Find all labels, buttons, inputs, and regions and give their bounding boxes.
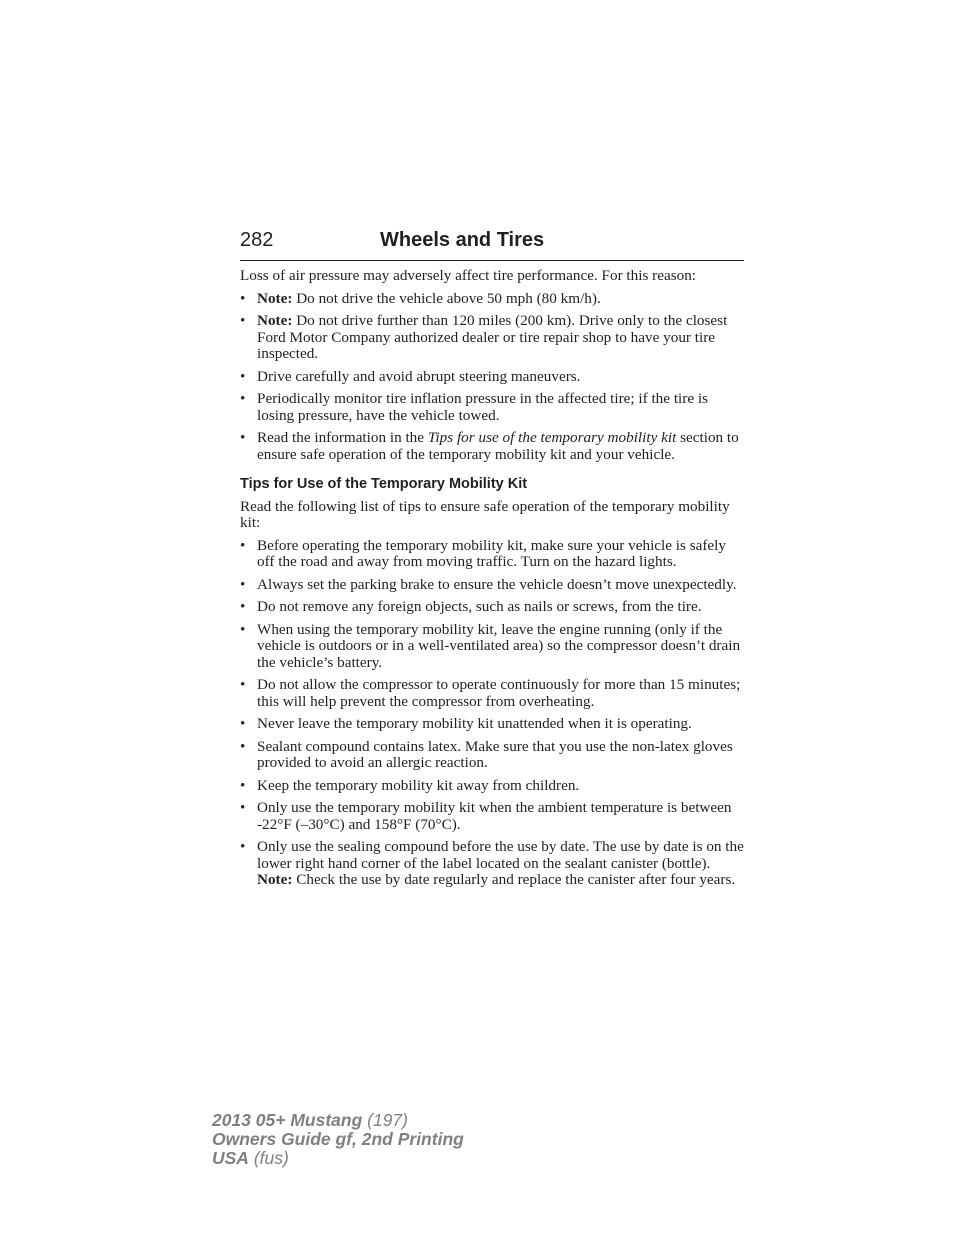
note-label: Note: xyxy=(257,289,293,307)
bullet-icon: • xyxy=(240,312,246,329)
list-item-text: Only use the temporary mobility kit when the ambient temperature is between -22°F (–30°C) and 158°F (70°C). xyxy=(257,799,732,833)
list-item xyxy=(240,391,744,424)
list-item-text: Only use the sealing compound before the use by date. The use by date is on the lower right hand corner of the label located on the sealant canister (bottle). xyxy=(257,838,744,872)
bullet-icon: • xyxy=(240,390,246,407)
list-item xyxy=(240,739,744,772)
bullet-icon: • xyxy=(240,838,246,855)
page-number: 282 xyxy=(240,229,274,251)
list-item xyxy=(240,577,744,594)
footer-code: (197) xyxy=(362,1110,408,1130)
tips-list xyxy=(240,538,744,889)
list-item-text: Do not drive further than 120 miles (200 km). Drive only to the closest Ford Motor Company authorized dealer or tire repair shop to have your tire inspected. xyxy=(257,312,728,362)
list-item-text: Read the information in the xyxy=(257,429,428,446)
bullet-icon: • xyxy=(240,799,246,816)
list-item-text: Drive carefully and avoid abrupt steering maneuvers. xyxy=(257,367,581,385)
footer-model: 2013 05+ Mustang xyxy=(212,1110,363,1130)
note-label: Note: xyxy=(257,871,293,888)
list-item xyxy=(240,800,744,833)
tips-intro-paragraph: Read the following list of tips to ensure safe operation of the temporary mobility kit: xyxy=(240,497,730,531)
footer-guide: Owners Guide gf, 2nd Printing xyxy=(212,1129,464,1149)
list-item-text: Always set the parking brake to ensure the vehicle doesn’t move unexpectedly. xyxy=(257,575,737,593)
page-content xyxy=(240,268,744,895)
air-pressure-list xyxy=(240,291,744,464)
page-header xyxy=(240,228,744,261)
footer-line xyxy=(212,1111,464,1130)
footer-market-code: (fus) xyxy=(248,1148,289,1168)
list-item-text: Keep the temporary mobility kit away from children. xyxy=(257,776,580,794)
list-item xyxy=(240,716,744,733)
intro-paragraph: Loss of air pressure may adversely affect tire performance. For this reason: xyxy=(240,267,697,284)
section-reference: Tips for use of the temporary mobility kit xyxy=(427,429,677,446)
list-item xyxy=(240,430,744,463)
list-item-text: Do not allow the compressor to operate continuously for more than 15 minutes; this will help prevent the compressor from overheating. xyxy=(257,676,741,710)
list-item xyxy=(240,778,744,795)
footer-line xyxy=(212,1149,464,1168)
list-item-text: Periodically monitor tire inflation pressure in the affected tire; if the tire is losing pressure, have the vehicle towed. xyxy=(257,390,708,424)
list-item-text: Check the use by date regularly and replace the canister after four years. xyxy=(292,871,736,888)
bullet-icon: • xyxy=(240,536,246,554)
bullet-icon: • xyxy=(240,676,246,693)
list-item xyxy=(240,677,744,710)
bullet-icon: • xyxy=(240,575,246,593)
section-heading: Tips for Use of the Temporary Mobility Kit xyxy=(240,476,528,492)
bullet-icon: • xyxy=(240,776,246,794)
page-title: Wheels and Tires xyxy=(380,229,545,251)
list-item-text: Do not remove any foreign objects, such as nails or screws, from the tire. xyxy=(257,598,702,615)
bullet-icon: • xyxy=(240,367,246,385)
list-item-text: Sealant compound contains latex. Make sure that you use the non-latex gloves provided to avoid an allergic reaction. xyxy=(257,737,733,771)
list-item-text: Never leave the temporary mobility kit unattended when it is operating. xyxy=(257,715,692,732)
bullet-icon: • xyxy=(240,598,246,615)
bullet-icon: • xyxy=(240,620,246,638)
print-footer xyxy=(212,1111,464,1168)
list-item xyxy=(240,291,744,308)
list-item xyxy=(240,369,744,386)
footer-market: USA xyxy=(212,1148,249,1168)
footer-line xyxy=(212,1130,464,1149)
note-label: Note: xyxy=(257,312,293,329)
list-item-text: When using the temporary mobility kit, leave the engine running (only if the vehicle is outdoors or in a well-ventilated area) so the compressor doesn’t drain the vehicle’s battery. xyxy=(257,620,741,671)
list-item xyxy=(240,313,744,363)
bullet-icon: • xyxy=(240,715,246,732)
list-item xyxy=(240,622,744,672)
list-item-text: section to ensure safe operation of the temporary mobility kit and your vehicle. xyxy=(257,429,739,463)
list-item xyxy=(240,599,744,616)
list-item-text: Before operating the temporary mobility kit, make sure your vehicle is safely off the road and away from moving traffic. Turn on the hazard lights. xyxy=(257,536,726,570)
bullet-icon: • xyxy=(240,737,246,755)
bullet-icon: • xyxy=(240,289,246,307)
list-item xyxy=(240,839,744,889)
list-item xyxy=(240,538,744,571)
bullet-icon: • xyxy=(240,429,246,446)
list-item-text: Do not drive the vehicle above 50 mph (80 km/h). xyxy=(292,289,601,307)
